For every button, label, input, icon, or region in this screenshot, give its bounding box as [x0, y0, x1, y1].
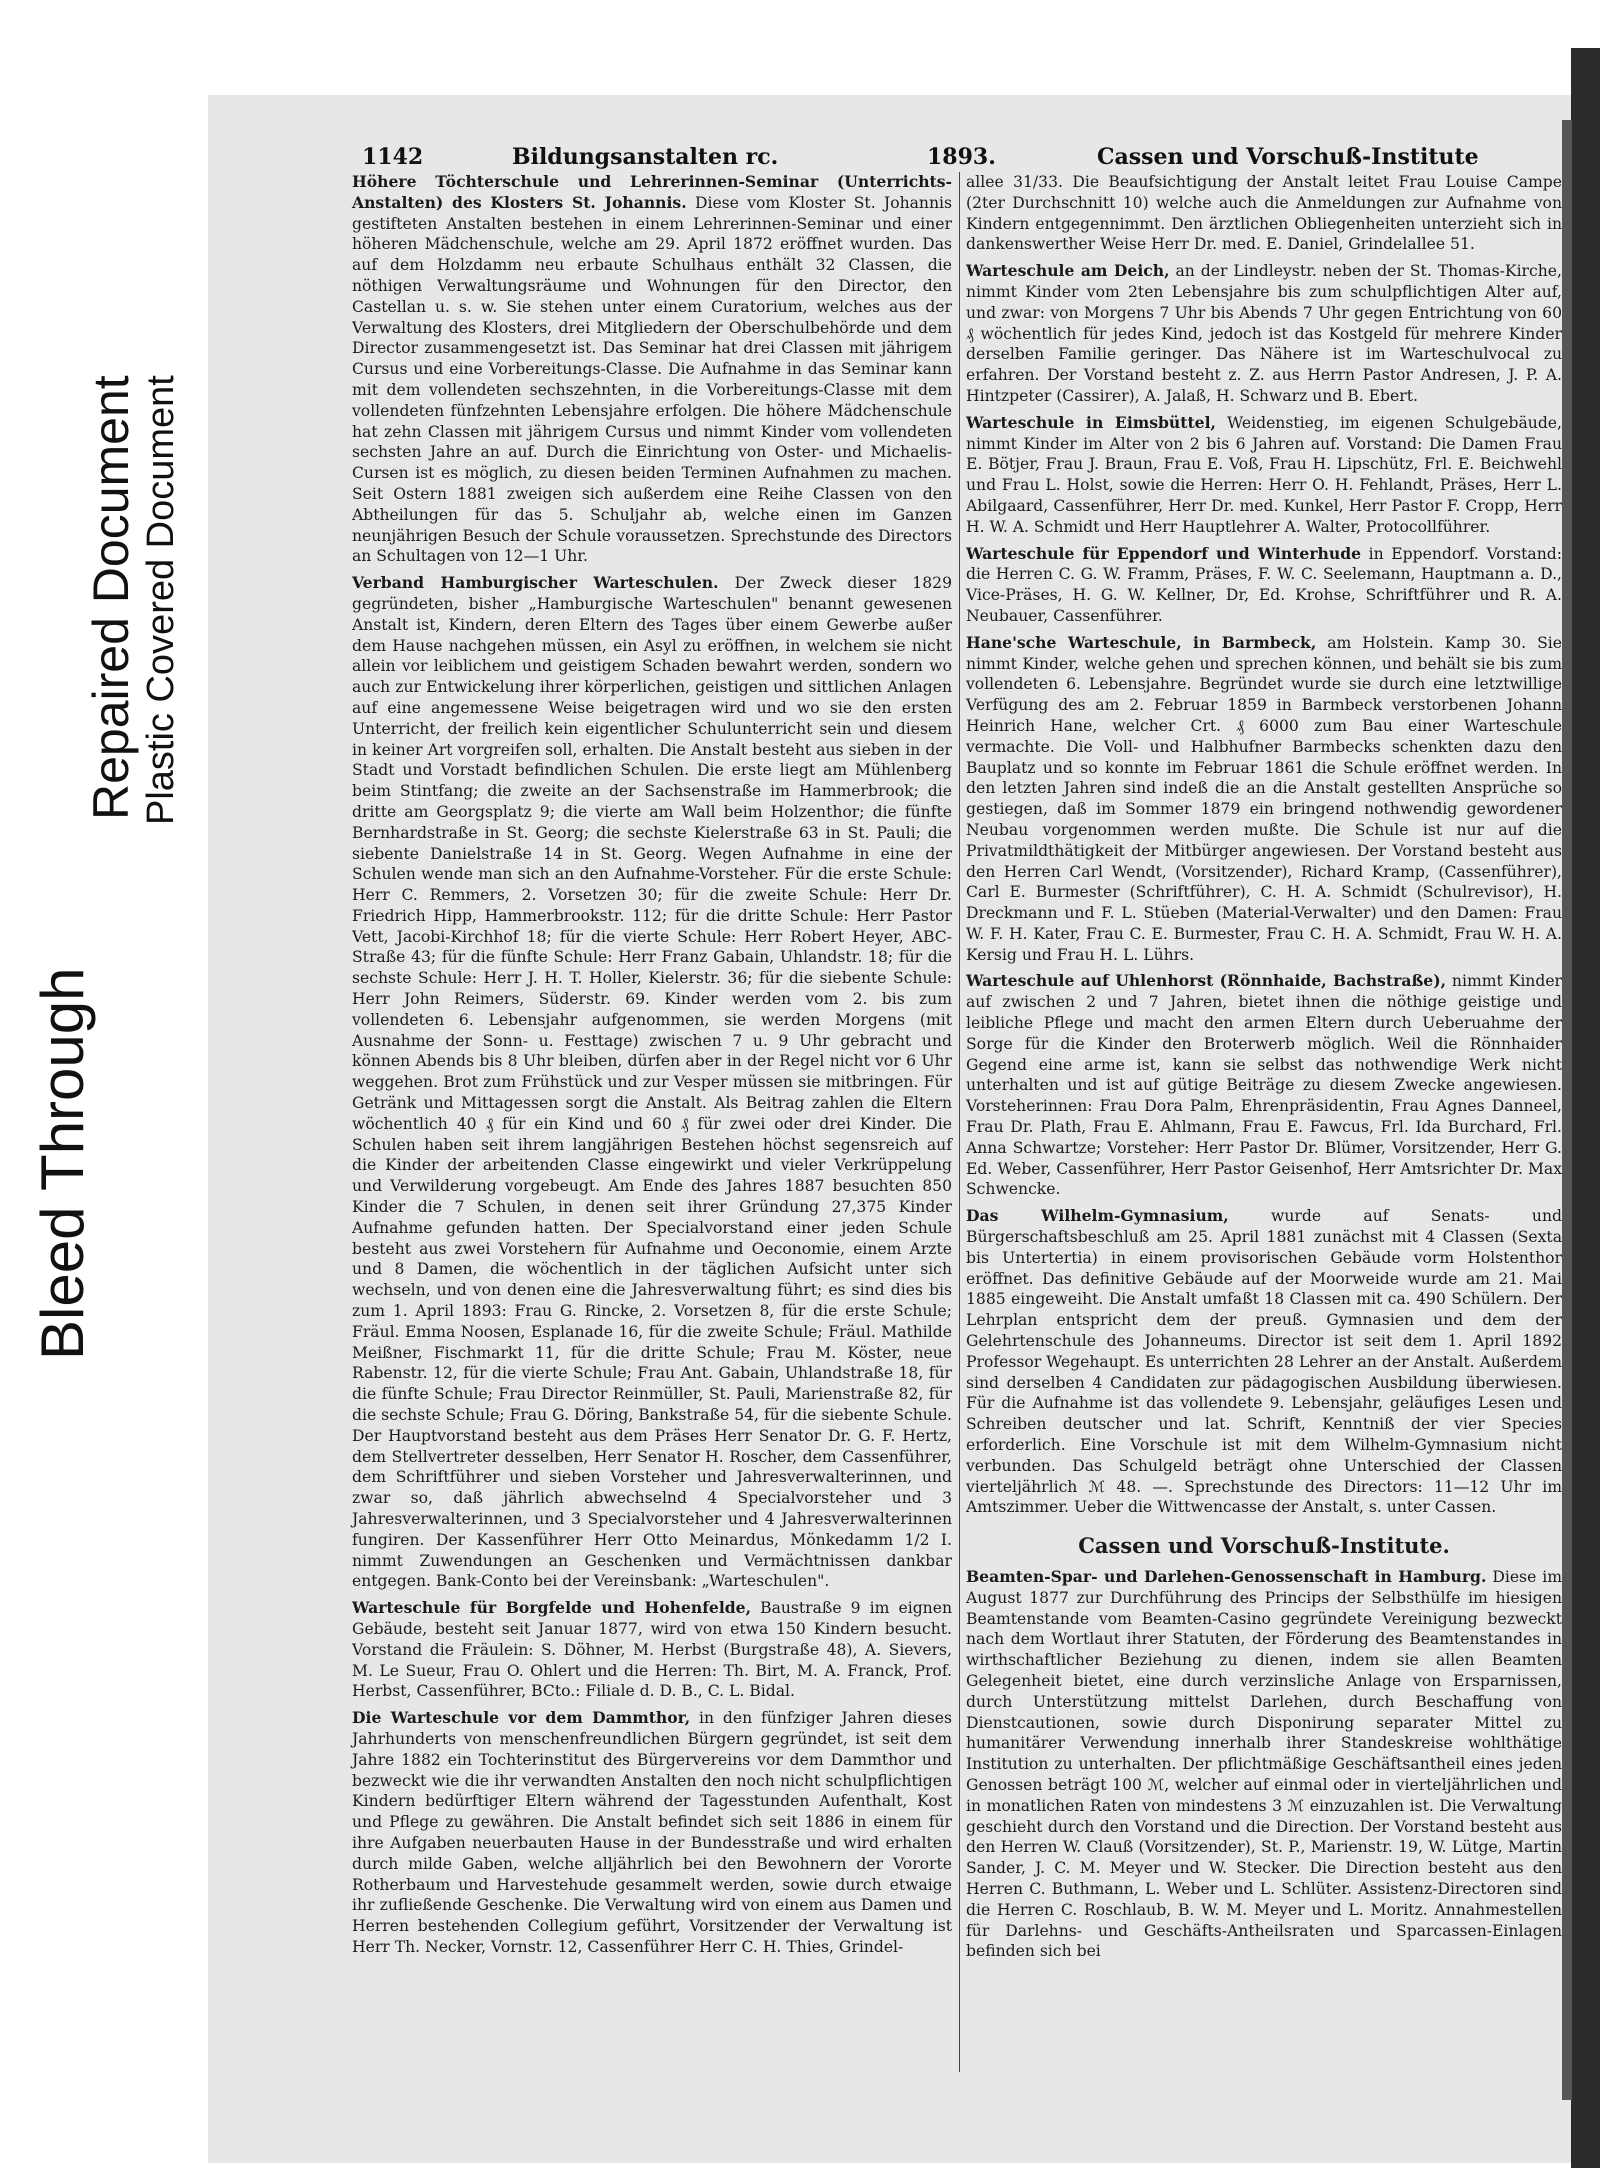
header-year: 1893.	[927, 144, 996, 170]
entry-text: in den fünfziger Jahren dieses Jahrhunderts von menschenfreundlichen Bürgern gegründet, ist seit dem Jahre 1882 ein Tochterinstitut des Bürgervereins vor dem Dammthor und bezweckt wie die ihr verwandten Anstalten den noch nicht schulpflichtigen Kindern bedürftiger Eltern während der Tagesstunden Aufenthalt, Kost und Pflege zu gewähren. Die Anstalt befindet sich seit 1886 in einem für ihre Aufgaben neuerbauten Hause in der Bundesstraße und wird erhalten durch milde Gaben, welche alljährlich bei den Bewohnern der Vororte Rotherbaum und Harvestehude gesammelt werden, sowie durch etwaige ihr zufließende Geschenke. Die Verwaltung wird von einem aus Damen und Herren bestehenden Collegium geführt, Vorsitzender der Verwaltung ist Herr Th. Necker, Vornstr. 12, Cassenführer Herr C. H. Thies, Grindel-	[352, 1709, 952, 1956]
entry	[966, 544, 1562, 627]
entry	[966, 971, 1562, 1200]
entry	[352, 1708, 952, 1958]
entry	[352, 172, 952, 567]
entry-text: Diese vom Kloster St. Johannis gestifteten Anstalten bestehen in einem Lehrerinnen-Seminar und einer höheren Mädchenschule, welche am 29. April 1872 eröffnet wurden. Das auf dem Holzdamm neu erbaute Schulhaus enthält 32 Classen, die nöthigen Verwaltungsräume und Wohnungen für den Director, den Castellan u. s. w. Sie stehen unter einem Curatorium, welches aus der Verwaltung des Klosters, drei Mitgliedern der Oberschulbehörde und dem Director zusammengesetzt ist. Das Seminar hat drei Classen mit jährigem Cursus und eine Vorbereitungs-Classe. Die Aufnahme in das Seminar kann mit dem vollendeten sechszehnten, in die Vorbereitungs-Classe mit dem vollendeten fünfzehnten Lebensjahre erfolgen. Die höhere Mädchenschule hat zehn Classen mit jährigem Cursus und nimmt Kinder vom vollendeten sechsten Jahre an auf. Durch die Einrichtung von Oster- und Michaelis-Cursen ist es möglich, zu diesen beiden Terminen Aufnahmen zu machen. Seit Ostern 1881 zweigen sich außerdem eine Reihe Classen von den Abtheilungen für das 5. Schuljahr ab, welche einen im Ganzen neunjährigen Besuch der Schule voraussetzen. Sprechstunde des Directors an Schultagen von 12—1 Uhr.	[352, 193, 952, 566]
entry-heading: Das Wilhelm-Gymnasium,	[966, 1206, 1229, 1226]
entry-heading: Beamten-Spar- und Darlehen-Genossenschaft in Hamburg.	[966, 1567, 1487, 1586]
entry	[352, 1598, 952, 1702]
entry	[966, 413, 1562, 538]
entry-text: an der Lindleystr. neben der St. Thomas-Kirche, nimmt Kinder vom 2ten Lebensjahre bis zum schulpflichtigen Alter auf, und zwar: von Morgens 7 Uhr bis Abends 7 Uhr gegen Entrichtung von 60 ₰ wöchentlich für jedes Kind, jedoch ist das Kostgeld für mehrere Kinder derselben Familie geringer. Das Nähere ist im Warteschulvocal zu erfahren. Der Vorstand besteht z. Z. aus Herrn Pastor Andresen, J. P. A. Hintzpeter (Cassirer), A. Jalaß, H. Schwarz und B. Ebert.	[966, 262, 1562, 405]
entry-text: Weidenstieg, im eigenen Schulgebäude, nimmt Kinder im Alter von 2 bis 6 Jahren auf. Vorstand: Die Damen Frau E. Bötjer, Frau J. Braun, Frau E. Voß, Frau H. Lipschütz, Frl. E. Beichwehl und Frau L. Holst, sowie die Herren: Herr O. H. Fehlandt, Präses, Herr L. Abilgaard, Cassenführer, Herr Dr. med. Kunkel, Herr Pastor F. Cropp, Herr H. W. A. Schmidt und Herr Hauptlehrer A. Walter, Protocollführer.	[966, 413, 1562, 536]
entry	[966, 1206, 1562, 1518]
entry-heading: Höhere Töchterschule und Lehrerinnen-Seminar (Unterrichts-Anstalten) des Klosters St. Johannis.	[352, 172, 952, 212]
entry-text: Diese im August 1877 zur Durchführung des Princips der Selbsthülfe im hiesigen Beamtenstande vom Beamten-Casino gegründete Vereinigung bezweckt nach dem Wortlaut ihrer Statuten, der Förderung des Beamtenstandes in wirthschaftlicher Beziehung zu dienen, indem sie allen Beamten Gelegenheit bietet, eine durch verzinsliche Anlage von Ersparnissen, durch Unterstützung mittelst Darlehen, durch Beschaffung von Dienstcautionen, sowie durch Disponirung separater Mittel zu humanitärer Verwendung innerhalb ihrer Standeskreise wohlthätige Institution zu unterhalten. Der pflichtmäßige Geschäftsantheil eines jeden Genossen beträgt 100 ℳ, welcher auf einmal oder in vierteljährlichen und in monatlichen Raten von mindestens 3 ℳ einzuzahlen ist. Die Verwaltung geschieht durch den Vorstand und die Direction. Der Vorstand besteht aus den Herren W. Clauß (Vorsitzender), St. P., Marienstr. 19, W. Lütge, Martin Sander, J. C. M. Meyer und W. Stecker. Die Direction besteht aus den Herren C. Buthmann, L. Weber und L. Schlüter. Assistenz-Directoren sind die Herren C. Roschlaub, B. W. M. Meyer und L. Moritz. Annahmestellen für Darlehns- und Geschäfts-Antheilsraten und Sparcassen-Einlagen befinden sich bei	[966, 1568, 1563, 1961]
entry-heading: Verband Hamburgischer Warteschulen.	[352, 573, 719, 593]
entry-text: Baustraße 9 im eignen Gebäude, besteht seit Januar 1877, wird von etwa 150 Kindern besucht. Vorstand die Fräulein: S. Döhner, M. Herbst (Burgstraße 48), A. Sievers, M. Le Sueur, Frau O. Ohlert und die Herren: Th. Birt, M. A. Franck, Prof. Herbst, Cassenführer, BCto.: Filiale d. D. B., C. L. Bidal.	[352, 1599, 952, 1701]
document-page	[352, 138, 1562, 2098]
entry-text: wurde auf Senats- und Bürgerschaftsbeschluß am 25. April 1881 zunächst mit 4 Classen (Sexta bis Untertertia) in einem provisorischen Gebäude vorm Holstenthor eröffnet. Das definitive Gebäude auf der Moorweide wurde am 21. Mai 1885 eingeweiht. Die Anstalt umfaßt 18 Classen mit ca. 490 Schülern. Der Lehrplan entspricht dem der preuß. Gymnasien und dem der Gelehrtenschule des Johanneums. Director ist seit dem 1. April 1892 Professor Wegehaupt. Es unterrichten 28 Lehrer an der Anstalt. Außerdem sind derselben 4 Candidaten zur pädagogischen Ausbildung überwiesen. Für die Aufnahme ist das vollendete 9. Lebensjahr, geläufiges Lesen und Schreiben deutscher und lat. Schrift, Kenntniß der vier Species erforderlich. Eine Vorschule ist mit dem Wilhelm-Gymnasium nicht verbunden. Das Schulgeld beträgt ohne Unterschied der Classen vierteljährlich ℳ 48. —. Sprechstunde des Directors: 11—12 Uhr im Amtszimmer. Ueber die Wittwencasse der Anstalt, s. unter Cassen.	[966, 1207, 1562, 1517]
entry-heading: Warteschule am Deich,	[966, 261, 1170, 281]
scan-edge-shadow	[1562, 120, 1572, 2100]
column-divider	[959, 172, 960, 2072]
entry-text: Der Zweck dieser 1829 gegründeten, bisher „Hamburgische Warteschulen" benannt gewesenen Anstalt ist, Kindern, deren Eltern des Tages über einem Gewerbe außer dem Hause nachgehen müssen, ein Asyl zu eröffnen, in welchem sie nicht allein vor leiblichem und geistigem Schaden bewahrt werden, sondern wo auch zur Entwickelung ihrer körperlichen, geistigen und sittlichen Anlagen auf eine angemessene Weise beigetragen wird und wo sie den ersten Unterricht, der freilich kein eigentlicher Schulunterricht sein und diesem in keiner Art vorgreifen soll, erhalten. Die Anstalt besteht aus sieben in der Stadt und Vorstadt befindlichen Schulen. Die erste liegt am Mühlenberg beim Stintfang; die zweite an der Sachsenstraße im Hammerbrook; die dritte am Georgsplatz 9; die vierte am Wall beim Holzenthor; die fünfte Bernhardstraße in St. Georg; die sechste Kielerstraße 63 in St. Pauli; die siebente Danielstraße 14 in St. Georg. Wegen Aufnahme in eine der Schulen wende man sich an den Aufnahme-Vorsteher. Für die erste Schule: Herr C. Remmers, 2. Vorsetzen 30; für die zweite Schule: Herr Dr. Friedrich Hipp, Hammerbrookstr. 112; für die dritte Schule: Herr Pastor Vett, Jacobi-Kirchhof 18; für die vierte Schule: Herr Robert Heyer, ABC-Straße 43; für die fünfte Schule: Herr Franz Gabain, Uhlandstr. 18; für die sechste Schule: Herr J. H. T. Holler, Kielerstr. 36; für die siebente Schule: Herr John Reimers, Süderstr. 69. Kinder werden vom 2. bis zum vollendeten 6. Lebensjahr aufgenommen, sie werden Morgens (mit Ausnahme der Sonn- u. Festtage) zwischen 7 u. 9 Uhr gebracht und können Abends bis 8 Uhr bleiben, dürfen aber in der Regel nicht vor 6 Uhr weggehen. Brot zum Frühstück und zur Vesper müssen sie mitbringen. Für Getränk und Mittagessen sorgt die Anstalt. Als Beitrag zahlen die Eltern wöchentlich 40 ₰ für ein Kind und 60 ₰ für zwei oder drei Kinder. Die Schulen haben seit ihrem langjährigen Bestehen höchst segensreich auf die Kinder der arbeitenden Classe eingewirkt und vieler Verkrüppelung und Verwilderung vorgebeugt. Am Ende des Jahres 1887 besuchten 850 Kinder die 7 Schulen, in denen seit ihrer Gründung 27,375 Kinder Aufnahme gefunden hatten. Der Specialvorstand einer jeden Schule besteht aus zwei Vorstehern für Aufnahme und Oeconomie, einem Arzte und 8 Damen, die wöchentlich in der täglichen Aufsicht unter sich wechseln, und von denen eine die Jahresverwaltung führt; es sind dies bis zum 1. April 1893: Frau G. Rincke, 2. Vorsetzen 8, für die erste Schule; Fräul. Emma Noosen, Esplanade 16, für die zweite Schule; Fräul. Mathilde Meißner, Fischmarkt 11, für die dritte Schule; Frau M. Köster, neue Rabenstr. 12, für die vierte Schule; Frau Ant. Gabain, Uhlandstraße 18, für die fünfte Schule; Frau Director Reinmüller, St. Pauli, Marienstraße 82, für die sechste Schule; Frau G. Döring, Bankstraße 54, für die siebente Schule. Der Hauptvorstand besteht aus dem Präses Herr Senator Dr. G. F. Hertz, dem Stellvertreter desselben, Herr Senator H. Roscher, dem Cassenführer, dem Schriftführer und sieben Vorsteher und Jahresverwalterinnen, und zwar so, daß jährlich abwechselnd 4 Specialvorsteher und 3 Jahresverwalterinnen, und 3 Specialvorsteher und 4 Jahresverwalterinnen fungiren. Der Kassenführer Herr Otto Meinardus, Mönkedamm 1/2 I. nimmt Zuwendungen an Geschenken und Vermächtnissen dankbar entgegen. Bank-Conto bei der Vereinsbank: „Warteschulen".	[352, 574, 952, 1591]
scan-edge-dark	[1571, 48, 1600, 2168]
header-left-title: Bildungsanstalten rc.	[512, 144, 779, 170]
entry-text: nimmt Kinder auf zwischen 2 und 7 Jahren, bietet ihnen die nöthige geistige und leibliche Pflege und macht den armen Eltern durch Ueberuahme der Sorge für die Kinder den Broterwerb möglich. Weil die Rönnhaider Gegend eine arme ist, kann sie selbst das nothwendige Werk nicht unterhalten und ist auf gütige Beiträge zu diesem Zwecke angewiesen. Vorsteherinnen: Frau Dora Palm, Ehrenpräsidentin, Frau Agnes Danneel, Frau Dr. Plath, Frau E. Ahlmann, Frau E. Fawcus, Frl. Ida Burchard, Frl. Anna Schwartze; Vorsteher: Herr Pastor Dr. Blümer, Vorsitzender, Herr G. Ed. Weber, Cassenführer, Herr Pastor Geisenhof, Herr Amtsrichter Dr. Max Schwencke.	[966, 972, 1563, 1199]
page-header	[352, 138, 1562, 176]
entry	[966, 1567, 1562, 1962]
entry	[966, 261, 1562, 407]
entry-heading: Warteschule in Eimsbüttel,	[966, 412, 1216, 432]
header-right-title: Cassen und Vorschuß-Institute	[1097, 144, 1479, 170]
entry	[352, 573, 952, 1592]
entry-heading: Hane'sche Warteschule, in Barmbeck,	[966, 632, 1317, 652]
entry-text: in Eppendorf. Vorstand: die Herren C. G. W. Framm, Präses, F. W. C. Seelemann, Hauptmann a. D., Vice-Präses, H. G. W. Kellner, Dr, Ed. Krohse, Schriftführer und R. A. Neubauer, Cassenführer.	[966, 544, 1562, 625]
section-title: Cassen und Vorschuß-Institute.	[1078, 1533, 1450, 1559]
entry	[966, 172, 1562, 255]
label-bleed-through: Bleed Through	[29, 967, 96, 1360]
entry-heading: Warteschule auf Uhlenhorst (Rönnhaide, Bachstraße),	[966, 971, 1447, 991]
entry-text: am Holstein. Kamp 30. Sie nimmt Kinder, welche gehen und sprechen können, und behält sie bis zum vollendeten 6. Lebensjahre. Begründet wurde sie durch eine letztwillige Verfügung des am 2. Februar 1859 in Barmbeck verstorbenen Johann Heinrich Hane, welcher Crt. ₰ 6000 zum Bau einer Warteschule vermachte. Die Voll- und Halbhufner Barmbecks schenkten dazu den Bauplatz und so konnte im Februar 1861 die Schule eröffnet werden. In den letzten Jahren sind indeß die an die Anstalt gestellten Ansprüche so gestiegen, daß im Sommer 1879 ein bringend nothwendig gewordener Neubau vorgenommen werden mußte. Die Schule ist nur auf die Privatmildthätigkeit der Mitbürger angewiesen. Der Vorstand besteht aus den Herren Carl Wendt, (Vorsitzender), Richard Kramp, (Cassenführer), Carl E. Burmester (Schriftführer), C. H. A. Schmidt (Schulrevisor), H. Dreckmann und F. L. Stüeben (Material-Verwalter) und den Damen: Frau W. F. H. Kater, Frau C. E. Burmester, Frau C. H. A. Schmidt, Frau W. H. A. Kersig und Frau H. L. Lührs.	[966, 633, 1562, 964]
label-repaired-document: Repaired Document	[83, 375, 139, 820]
entry-heading: Warteschule für Eppendorf und Winterhude	[966, 543, 1362, 563]
left-column	[352, 172, 952, 1964]
page-number: 1142	[362, 144, 424, 170]
right-column	[966, 172, 1562, 1968]
entry-text: allee 31/33. Die Beaufsichtigung der Anstalt leitet Frau Louise Campe (2ter Durchschnitt 10) welche auch die Anmeldungen zur Aufnahme von Kindern entgegennimmt. Den ärztlichen Obliegenheiten unterzieht sich in dankenswerther Weise Herr Dr. med. E. Daniel, Grindelallee 51.	[966, 173, 1562, 254]
entry	[966, 633, 1562, 966]
entry-heading: Warteschule für Borgfelde und Hohenfelde,	[352, 1598, 752, 1618]
entry-heading: Die Warteschule vor dem Dammthor,	[352, 1708, 691, 1728]
label-plastic-covered-document: Plastic Covered Document	[140, 375, 182, 825]
